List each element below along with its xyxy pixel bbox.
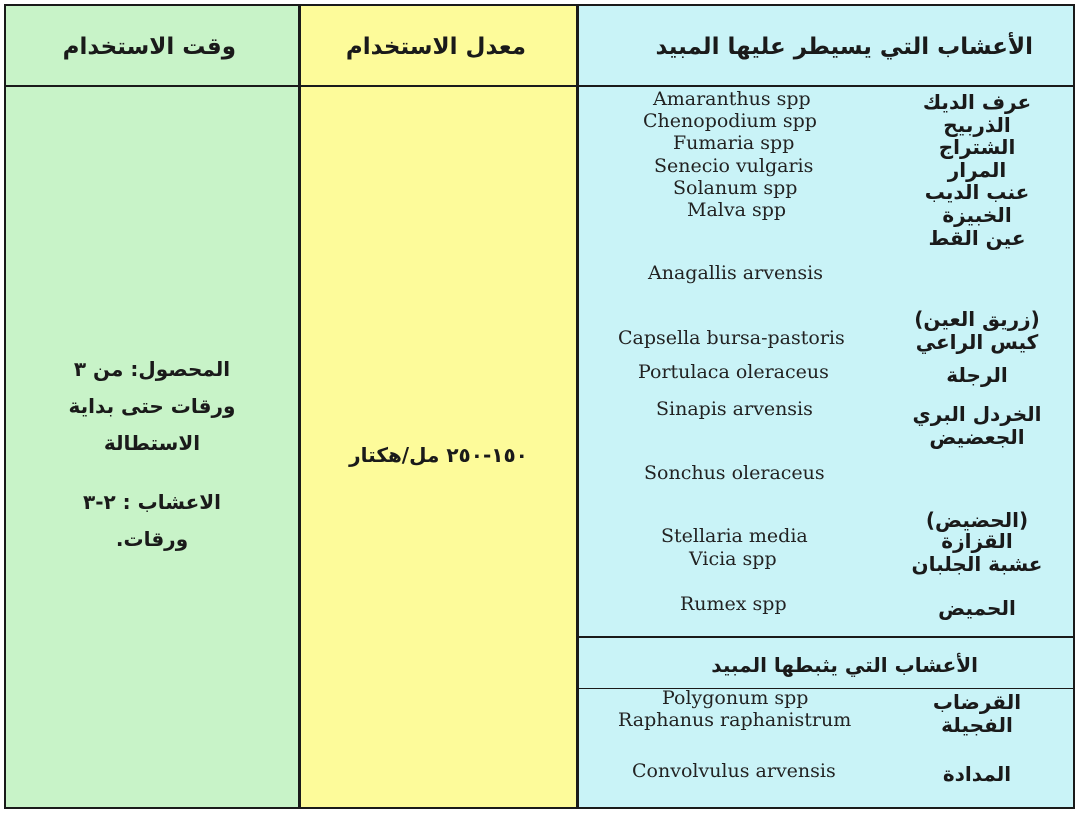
- weed-latin: Amaranthus spp: [653, 88, 811, 110]
- time-of-use-text: [6, 351, 298, 558]
- weed-arabic: عين القط: [928, 226, 1026, 250]
- time-line-1: المحصول: من ٣: [73, 357, 231, 381]
- time-of-use-header: [6, 6, 298, 87]
- rate-of-use-header: [301, 6, 576, 87]
- rate-of-use-column: [298, 6, 576, 807]
- weed-latin: Raphanus raphanistrum: [618, 709, 852, 731]
- weed-arabic: عشبة الجلبان: [911, 552, 1043, 576]
- weed-arabic: الشتراج: [938, 135, 1016, 159]
- weed-arabic: الحميض: [938, 596, 1016, 620]
- weed-arabic: القزازة: [941, 529, 1013, 553]
- weed-latin: Rumex spp: [680, 593, 787, 615]
- weed-arabic: عرف الديك: [922, 90, 1032, 114]
- time-line-4: الاعشاب : ٢-٣: [82, 490, 222, 514]
- time-line-3: الاستطالة: [103, 431, 201, 455]
- weed-arabic: كيس الراعي: [915, 330, 1039, 354]
- weed-arabic: المرار: [947, 158, 1007, 182]
- weed-arabic: الخردل البري: [912, 402, 1042, 426]
- rate-of-use-header-label: معدل الاستخدام: [345, 34, 526, 60]
- weed-arabic: المدادة: [942, 762, 1012, 786]
- weed-latin: Sinapis arvensis: [656, 398, 813, 420]
- time-of-use-column: [6, 6, 298, 807]
- weed-arabic: عنب الديب: [924, 180, 1030, 204]
- weed-latin: Vicia spp: [689, 548, 777, 570]
- weed-latin: Fumaria spp: [673, 132, 795, 154]
- weed-latin: Chenopodium spp: [643, 110, 817, 132]
- time-line-5: ورقات.: [115, 527, 189, 551]
- weed-latin: Senecio vulgaris: [654, 155, 814, 177]
- weed-latin: Solanum spp: [673, 177, 798, 199]
- weed-arabic: الفجيلة: [941, 713, 1013, 737]
- weed-latin: Anagallis arvensis: [648, 262, 823, 284]
- weed-latin: Convolvulus arvensis: [632, 760, 836, 782]
- weed-latin: Polygonum spp: [662, 687, 809, 709]
- weed-arabic: الذربيح: [943, 113, 1011, 137]
- herbicide-table: [4, 4, 1075, 809]
- time-of-use-header-label: وقت الاستخدام: [62, 34, 236, 60]
- weed-arabic: القرضاب: [932, 690, 1022, 714]
- weed-latin: Stellaria media: [661, 525, 808, 547]
- rate-of-use-value: ١٥٠-٢٥٠ مل/هكتار: [349, 443, 528, 467]
- time-line-2: ورقات حتى بداية: [68, 394, 236, 418]
- weed-latin: Portulaca oleraceus: [638, 361, 829, 383]
- weed-latin: Capsella bursa-pastoris: [618, 327, 845, 349]
- controlled-weeds-header-label: الأعشاب التي يسيطر عليها المبيد: [655, 34, 1033, 60]
- suppressed-weeds-header: [579, 636, 1073, 689]
- weed-latin: Sonchus oleraceus: [644, 462, 825, 484]
- weed-arabic: الرجلة: [946, 363, 1008, 387]
- weed-arabic: (الحضيض): [925, 508, 1029, 532]
- suppressed-weeds-header-label: الأعشاب التي يثبطها المبيد: [711, 653, 978, 677]
- weed-latin: Malva spp: [687, 199, 787, 221]
- weed-arabic: (زريق العين): [914, 307, 1040, 331]
- controlled-weeds-header: [579, 6, 1073, 87]
- weed-arabic: الجعضيض: [929, 425, 1025, 449]
- weeds-column: [576, 6, 1073, 807]
- weed-arabic: الخبيزة: [942, 203, 1012, 227]
